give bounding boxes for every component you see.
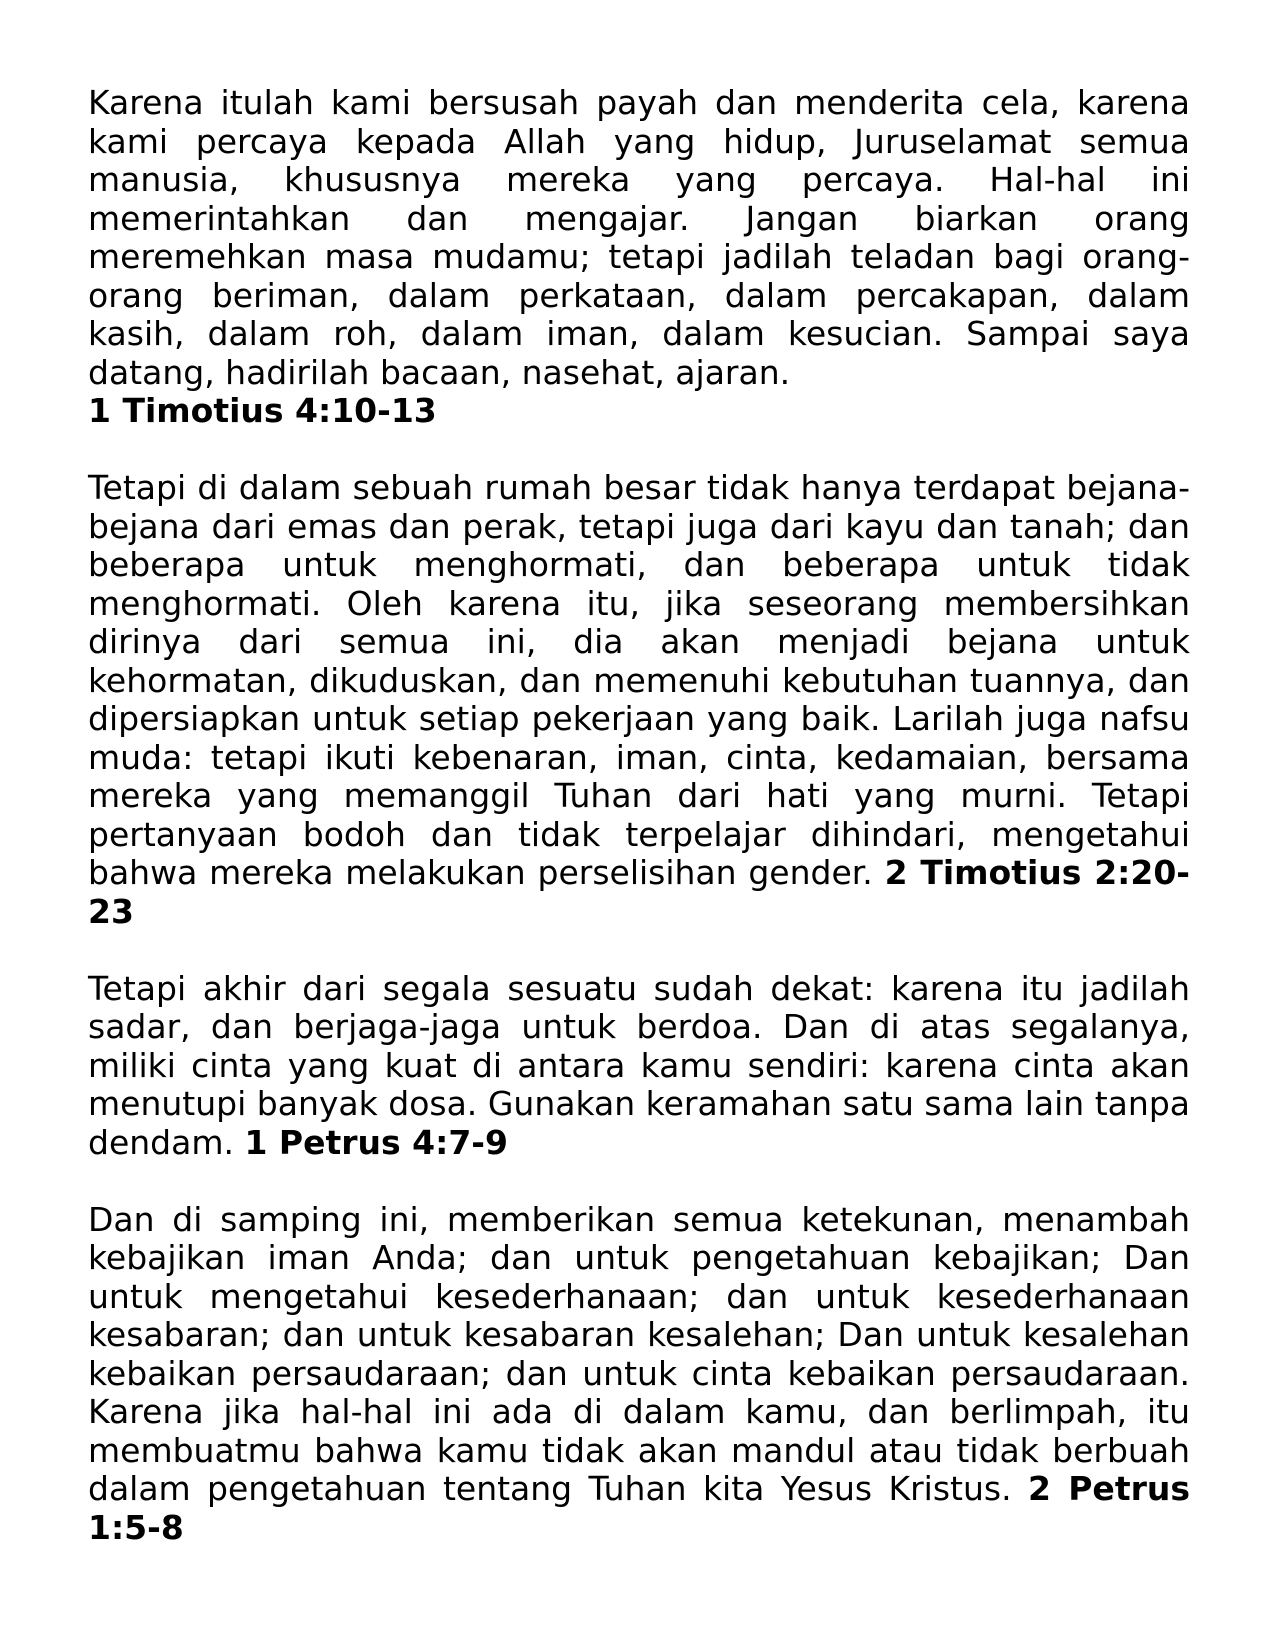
document-page [88, 84, 1190, 1547]
passage-text: Tetapi akhir dari segala sesuatu sudah dekat: karena itu jadilah sadar, dan berjaga-jaga untuk berdoa. Dan di atas segalanya, miliki cinta yang kuat di antara kamu sendiri: karena cinta akan menutupi banyak dosa. Gunakan keramahan satu sama lain tanpa dendam. [88, 968, 1190, 1162]
scripture-reference: 2 Timotius 2:20-23 [88, 853, 1190, 931]
passage-text: Tetapi di dalam sebuah rumah besar tidak hanya terdapat bejana-bejana dari emas dan perak, tetapi juga dari kayu dan tanah; dan beberapa untuk menghormati, dan beberapa untuk tidak menghormati. Oleh karena itu, jika seseorang membersihkan dirinya dari semua ini, dia akan menjadi bejana untuk kehormatan, dikuduskan, dan memenuhi kebutuhan tuannya, dan dipersiapkan untuk setiap pekerjaan yang baik. Larilah juga nafsu muda: tetapi ikuti kebenaran, iman, cinta, kedamaian, bersama mereka yang memanggil Tuhan dari hati yang murni. Tetapi pertanyaan bodoh dan tidak terpelajar dihindari, mengetahui bahwa mereka melakukan perselisihan gender. [88, 468, 1190, 892]
passage-3 [88, 970, 1190, 1163]
passage-text: Karena itulah kami bersusah payah dan menderita cela, karena kami percaya kepada Allah yang hidup, Juruselamat semua manusia, khususnya mereka yang percaya. Hal-hal ini memerintahkan dan mengajar. Jangan biarkan orang meremehkan masa mudamu; tetapi jadilah teladan bagi orang-orang beriman, dalam perkataan, dalam percakapan, dalam kasih, dalam roh, dalam iman, dalam kesucian. Sampai saya datang, hadirilah bacaan, nasehat, ajaran. [88, 83, 1190, 392]
passage-2 [88, 469, 1190, 931]
passage-text: Dan di samping ini, memberikan semua ketekunan, menambah kebajikan iman Anda; dan untuk pengetahuan kebajikan; Dan untuk mengetahui kesederhanaan; dan untuk kesederhanaan kesabaran; dan untuk kesabaran kesalehan; Dan untuk kesalehan kebaikan persaudaraan; dan untuk cinta kebaikan persaudaraan. Karena jika hal-hal ini ada di dalam kamu, dan berlimpah, itu membuatmu bahwa kamu tidak akan mandul atau tidak berbuah dalam pengetahuan tentang Tuhan kita Yesus Kristus. [88, 1199, 1190, 1508]
scripture-reference: 1 Timotius 4:10-13 [88, 391, 437, 430]
passage-4 [88, 1201, 1190, 1548]
scripture-reference: 1 Petrus 4:7-9 [244, 1122, 508, 1162]
scripture-reference: 2 Petrus 1:5-8 [88, 1469, 1191, 1547]
passage-1 [88, 84, 1190, 431]
